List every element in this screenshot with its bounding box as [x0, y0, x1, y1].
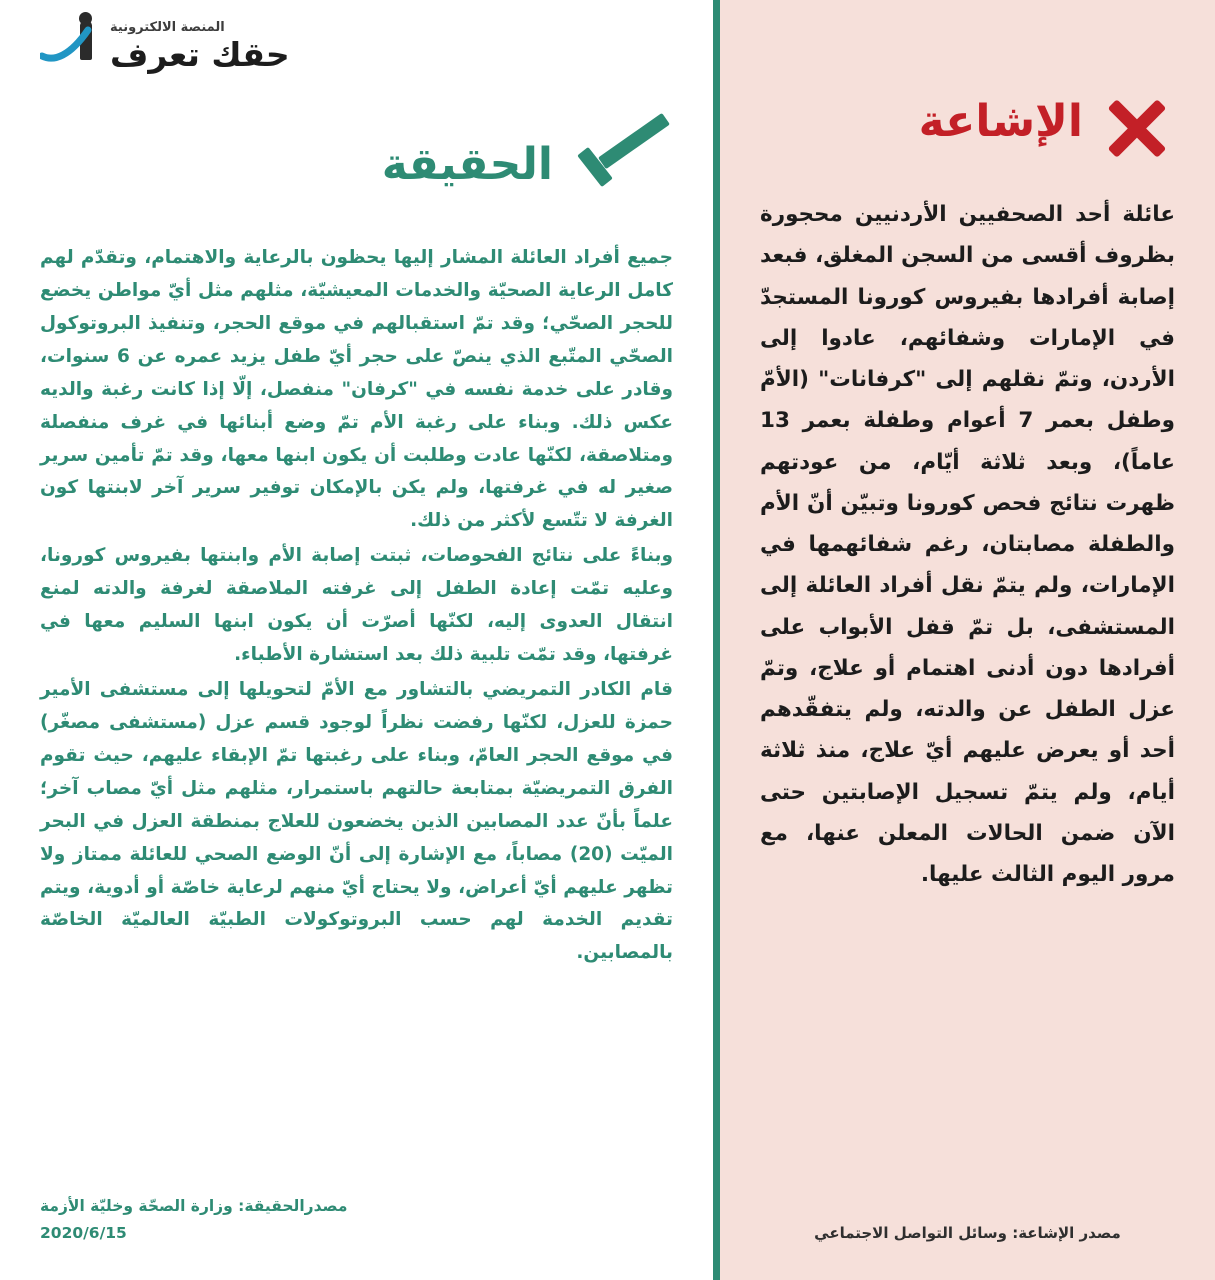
x-mark-icon	[1099, 84, 1175, 160]
logo-swoosh-icon	[40, 26, 92, 66]
rumor-title: الإشاعة	[918, 95, 1083, 147]
logo-text	[110, 20, 290, 74]
logo-check-icon	[40, 18, 100, 74]
truth-paragraph: جميع أفراد العائلة المشار إليها يحظون بالرعاية والاهتمام، وتقدّم لهم كامل الرعاية الصحيّة والخدمات المعيشيّة، مثلهم مثل أيّ مواطن يخضع للحجر الصحّي؛ وقد تمّ استقبالهم في موقع الحجر، وتنفيذ البروتوكول الصحّي المتّبع الذي ينصّ على حجر أيّ طفل يزيد عمره عن 6 سنوات، وقادر على خدمة نفسه في "كرفان" منفصل، إلّا إذا كانت رغبة والديه عكس ذلك. وبناء على رغبة الأم تمّ وضع أبنائها في غرف منفصلة ومتلاصقة، لكنّها عادت وطلبت أن يكون ابنها معها، وقد تمّ تأمين سرير صغير له في غرفتها، ولم يكن بالإمكان توفير سرير آخر لابنتها كون الغرفة لا تتّسع لأكثر من ذلك.	[40, 247, 673, 532]
rumor-panel	[720, 0, 1215, 1280]
brand-logo	[40, 0, 673, 74]
truth-source: مصدرالحقيقة: وزارة الصحّة وخليّة الأزمة	[40, 1197, 348, 1216]
truth-body-text	[40, 238, 673, 1193]
truth-title: الحقيقة	[381, 138, 553, 190]
rumor-body-text: عائلة أحد الصحفيين الأردنيين محجورة بظروف أقسى من السجن المغلق، فبعد إصابة أفرادها بفيروس كورونا المستجدّ في الإمارات وشفائهم، عادوا إلى الأردن، وتمّ نقلهم إلى "كرفانات" (الأمّ وطفل بعمر 7 أعوام وطفلة بعمر 13 عاماً)، وبعد ثلاثة أيّام، من عودتهم ظهرت نتائج فحص كورونا وتبيّن أنّ الأم والطفلة مصابتان، رغم شفائهمها في الإمارات، ولم يتمّ نقل أفراد العائلة إلى المستشفى، بل تمّ قفل الأبواب على أفرادها دون أدنى اهتمام أو علاج، وتمّ عزل الطفل عن والدته، ولم يتفقّدهم أحد أو يعرض عليهم أيّ علاج، منذ ثلاثة أيام، ولم يتمّ تسجيل الإصابتين حتى الآن ضمن الحالات المعلن عنها، مع مرور اليوم الثالث عليها.	[760, 202, 1175, 888]
vertical-divider	[713, 0, 720, 1280]
truth-paragraph: وبناءً على نتائج الفحوصات، ثبتت إصابة الأم وابنتها بفيروس كورونا، وعليه تمّت إعادة الطفل إلى غرفته الملاصقة لغرفة والدته لمنع انتقال العدوى إليه، لكنّها أصرّت أن يكون ابنها السليم معها في غرفتها، وقد تمّت تلبية ذلك بعد استشارة الأطباء.	[40, 545, 673, 666]
truth-date: 2020/6/15	[40, 1223, 127, 1242]
truth-header	[40, 126, 673, 204]
logo-title: حقك تعرف	[110, 35, 290, 74]
truth-paragraph: قام الكادر التمريضي بالتشاور مع الأمّ لتحويلها إلى مستشفى الأمير حمزة للعزل، لكنّها رفضت نظراً لوجود قسم عزل (مستشفى مصغّر) في موقع الحجر العامّ، وبناء على رغبتها تمّ الإبقاء عليهم، حيث تقوم الفرق التمريضيّة بمتابعة حالتهم باستمرار، مثلهم مثل أيّ مصاب آخر؛ علماً بأنّ عدد المصابين الذين يخضعون للعلاج بمنطقة العزل في البحر الميّت (20) مصاباً، مع الإشارة إلى أنّ الوضع الصحي للعائلة ممتاز ولا تظهر عليهم أيّ أعراض، ولا يحتاج أيّ منهم لرعاية خاصّة أو أدوية، ويتم تقديم الخدمة لهم حسب البروتوكولات الطبيّة العالميّة الخاصّة بالمصابين.	[40, 678, 673, 964]
truth-source-block	[40, 1193, 673, 1260]
logo-subtitle: المنصة الالكترونية	[110, 20, 225, 35]
rumor-source: مصدر الإشاعة: وسائل التواصل الاجتماعي	[814, 1224, 1121, 1242]
check-mark-icon	[569, 126, 673, 204]
rumor-header	[760, 84, 1175, 160]
